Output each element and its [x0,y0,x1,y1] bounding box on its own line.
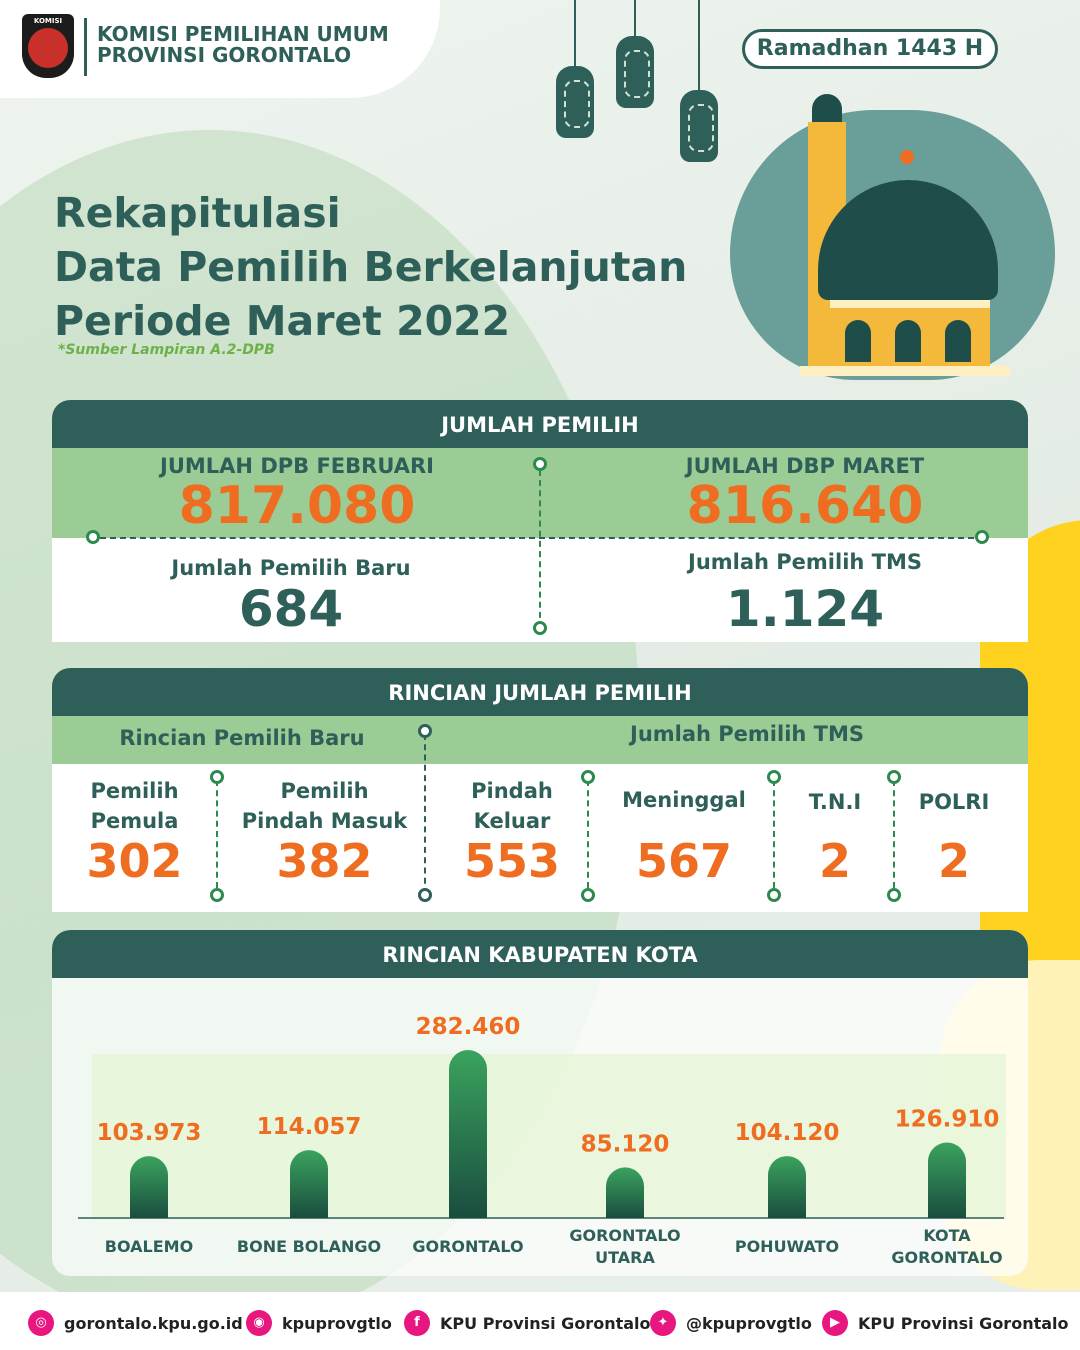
page-title [54,186,687,348]
connector-node [533,621,547,635]
bar-1 [290,1150,328,1218]
logo-text: KOMISI [33,17,63,25]
header-panel [0,0,440,98]
lantern-string [698,0,700,90]
jumlah-pemilih-card [52,400,1028,642]
bar-3 [606,1167,644,1218]
rincian-pemilih-card [52,668,1028,912]
footer-facebook[interactable] [404,1310,651,1336]
lantern-icon [680,90,718,162]
dpb-februari-label: JUMLAH DPB FEBRUARI [160,454,434,478]
lantern-icon [616,36,654,108]
ramadhan-badge: Ramadhan 1443 H [742,29,998,69]
label-line: Pemilih [280,779,369,803]
category-label-5: GORONTALO [891,1248,1003,1267]
rincian-baru-label: Rincian Pemilih Baru [119,726,365,750]
footer-instagram[interactable] [246,1310,392,1336]
instagram-text: kpuprovgtlo [282,1313,392,1333]
title-line-3: Periode Maret 2022 [54,297,511,345]
mosque-base [800,366,1010,376]
label-line: Pindah Masuk [241,809,408,833]
web-icon: ◎ [28,1310,54,1336]
vertical-connector [539,470,541,628]
organization-name [97,24,389,66]
meninggal-value: 567 [635,834,733,888]
polri-value: 2 [937,834,970,888]
pindah-keluar-label [442,776,582,836]
rincian-tms-label: Jumlah Pemilih TMS [630,722,864,746]
tni-label: T.N.I [808,790,862,814]
lantern-string [574,0,576,66]
pemilih-pemula-label [62,776,207,836]
title-line-1: Rekapitulasi [54,189,341,237]
label-line: Pemula [90,809,179,833]
meninggal-label: Meninggal [622,788,746,812]
connector-node [767,888,781,902]
category-label-2: GORONTALO [412,1237,524,1256]
data-label-2: 282.460 [415,1014,521,1040]
category-label-4: POHUWATO [734,1237,840,1256]
kpu-logo [22,14,74,78]
title-line-2: Data Pemilih Berkelanjutan [54,243,688,291]
lantern-icon [556,66,594,138]
category-label-3: GORONTALO [569,1226,681,1245]
label-line: Pemilih [90,779,179,803]
connector-node [418,724,432,738]
source-note: *Sumber Lampiran A.2-DPB [58,342,275,358]
bar-chart [52,930,1028,1276]
pindah-masuk-label [232,776,417,836]
pemilih-tms-label: Jumlah Pemilih TMS [688,550,922,574]
footer-website[interactable] [28,1310,243,1336]
connector-node [767,770,781,784]
category-label-1: BONE BOLANGO [236,1237,382,1256]
rincian-pemilih-header: RINCIAN JUMLAH PEMILIH [52,668,1028,716]
data-label-4: 104.120 [734,1120,840,1147]
mosque-window [895,320,921,362]
data-label-5: 126.910 [894,1106,1000,1133]
rincian-kabupaten-card [52,930,1028,1276]
jumlah-pemilih-header: JUMLAH PEMILIH [52,400,1028,448]
footer-twitter[interactable] [650,1310,812,1336]
rincian-kabupaten-header: RINCIAN KABUPATEN KOTA [52,930,1028,978]
item-divider [587,780,589,888]
bar-4 [768,1156,806,1218]
facebook-text: KPU Provinsi Gorontalo [440,1313,651,1333]
youtube-text: KPU Provinsi Gorontalo [858,1313,1069,1333]
connector-node [418,888,432,902]
category-label-0: BOALEMO [104,1237,194,1256]
youtube-icon: ▶ [822,1310,848,1336]
category-label-3: UTARA [595,1248,655,1267]
org-line-1: KOMISI PEMILIHAN UMUM [97,22,389,46]
org-line-2: PROVINSI GORONTALO [97,43,352,67]
polri-label: POLRI [918,790,990,814]
bar-5 [928,1143,966,1218]
pemilih-tms-value: 1.124 [725,580,885,638]
category-label-5: KOTA [923,1226,971,1245]
dome-crescent-icon [900,150,914,164]
data-label-3: 85.120 [580,1131,670,1158]
pindah-masuk-value: 382 [276,834,373,888]
header-divider [84,18,87,76]
facebook-icon: f [404,1310,430,1336]
horizontal-connector [100,537,984,539]
label-line: Keluar [473,809,551,833]
connector-node [533,457,547,471]
dbp-maret-value: 816.640 [686,476,924,536]
pindah-keluar-value: 553 [463,834,561,888]
pemilih-baru-value: 684 [238,580,344,638]
section-divider [424,734,426,894]
minaret-cap [812,94,842,124]
bar-2 [449,1050,487,1218]
tni-value: 2 [818,834,851,888]
label-line: Pindah [471,779,553,803]
connector-node [887,888,901,902]
footer [0,1292,1080,1350]
item-divider [773,780,775,888]
data-label-1: 114.057 [256,1114,362,1141]
connector-node [887,770,901,784]
pemilih-pemula-value: 302 [86,834,183,888]
dpb-februari-value: 817.080 [178,476,416,536]
dbp-maret-label: JUMLAH DBP MARET [685,454,925,478]
connector-node [210,770,224,784]
mosque-window [845,320,871,362]
garuda-icon [28,28,68,68]
footer-youtube[interactable] [822,1310,1069,1336]
twitter-icon: ✦ [650,1310,676,1336]
mosque-window [945,320,971,362]
pemilih-baru-label: Jumlah Pemilih Baru [171,556,411,580]
connector-node [581,888,595,902]
instagram-icon: ◉ [246,1310,272,1336]
lantern-string [634,0,636,36]
connector-node [975,530,989,544]
connector-node [86,530,100,544]
data-label-0: 103.973 [96,1120,202,1147]
website-text: gorontalo.kpu.go.id [64,1313,243,1333]
twitter-text: @kpuprovgtlo [686,1313,812,1333]
connector-node [581,770,595,784]
bar-0 [130,1156,168,1218]
item-divider [893,780,895,888]
connector-node [210,888,224,902]
item-divider [216,780,218,888]
